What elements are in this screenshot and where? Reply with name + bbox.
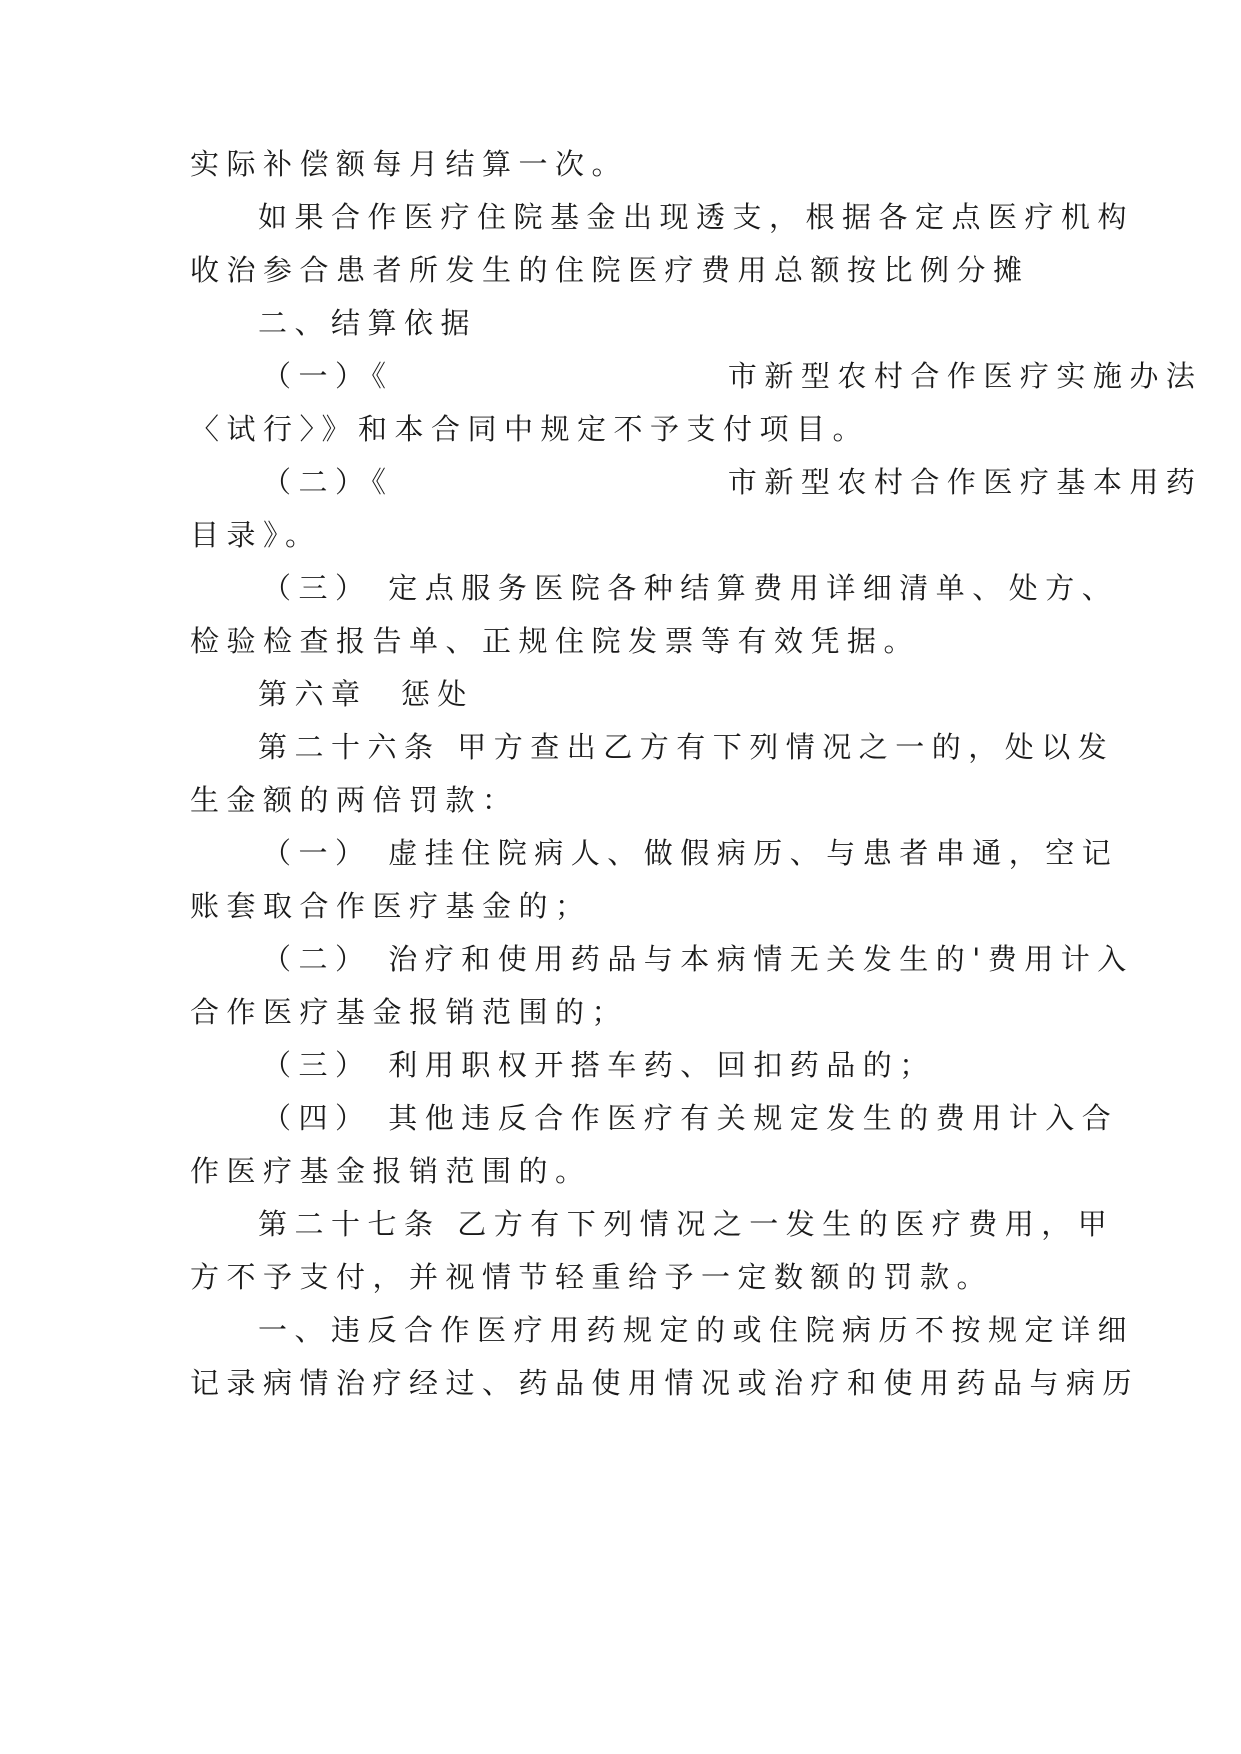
section-heading-settlement-basis: 二、结算依据	[258, 306, 478, 340]
paragraph-line-6: 〈试行〉》和本合同中规定不予支付项目。	[190, 412, 870, 446]
paragraph-line-21: 第二十七条 乙方有下列情况之一发生的医疗费用，甲	[258, 1207, 1115, 1241]
paragraph-line-14: （一） 虚挂住院病人、做假病历、与患者串通，空记	[262, 836, 1119, 870]
paragraph-line-10: 检验检查报告单、正规住院发票等有效凭据。	[190, 624, 921, 658]
paragraph-line-23: 一、违反合作医疗用药规定的或住院病历不按规定详细	[258, 1313, 1135, 1347]
paragraph-line-24: 记录病情治疗经过、药品使用情况或治疗和使用药品与病历	[190, 1366, 1140, 1400]
paragraph-line-12: 第二十六条 甲方查出乙方有下列情况之一的，处以发	[258, 730, 1115, 764]
paragraph-line-19: （四） 其他违反合作医疗有关规定发生的费用计入合	[262, 1101, 1119, 1135]
paragraph-line-15: 账套取合作医疗基金的；	[190, 889, 592, 923]
paragraph-line-13: 生金额的两倍罚款：	[190, 783, 519, 817]
paragraph-line-20: 作医疗基金报销范围的。	[190, 1154, 592, 1188]
paragraph-line-3: 收治参合患者所发生的住院医疗费用总额按比例分摊	[190, 253, 1030, 287]
paragraph-line-17: 合作医疗基金报销范围的；	[190, 995, 629, 1029]
paragraph-line-9: （三） 定点服务医院各种结算费用详细清单、处方、	[262, 571, 1119, 605]
paragraph-line-2: 如果合作医疗住院基金出现透支，根据各定点医疗机构	[258, 200, 1135, 234]
paragraph-line-18: （三） 利用职权开搭车药、回扣药品的；	[262, 1048, 936, 1082]
paragraph-line-7: （二）《 市新型农村合作医疗基本用药	[262, 465, 1203, 499]
paragraph-line-16: （二） 治疗和使用药品与本病情无关发生的'费用计入	[262, 942, 1134, 976]
paragraph-line-5: （一）《 市新型农村合作医疗实施办法	[262, 359, 1203, 393]
paragraph-line-22: 方不予支付，并视情节轻重给予一定数额的罚款。	[190, 1260, 994, 1294]
paragraph-line-1: 实际补偿额每月结算一次。	[190, 147, 629, 181]
chapter-heading-penalties: 第六章 惩处	[258, 677, 474, 711]
paragraph-line-8: 目录》。	[190, 518, 322, 552]
